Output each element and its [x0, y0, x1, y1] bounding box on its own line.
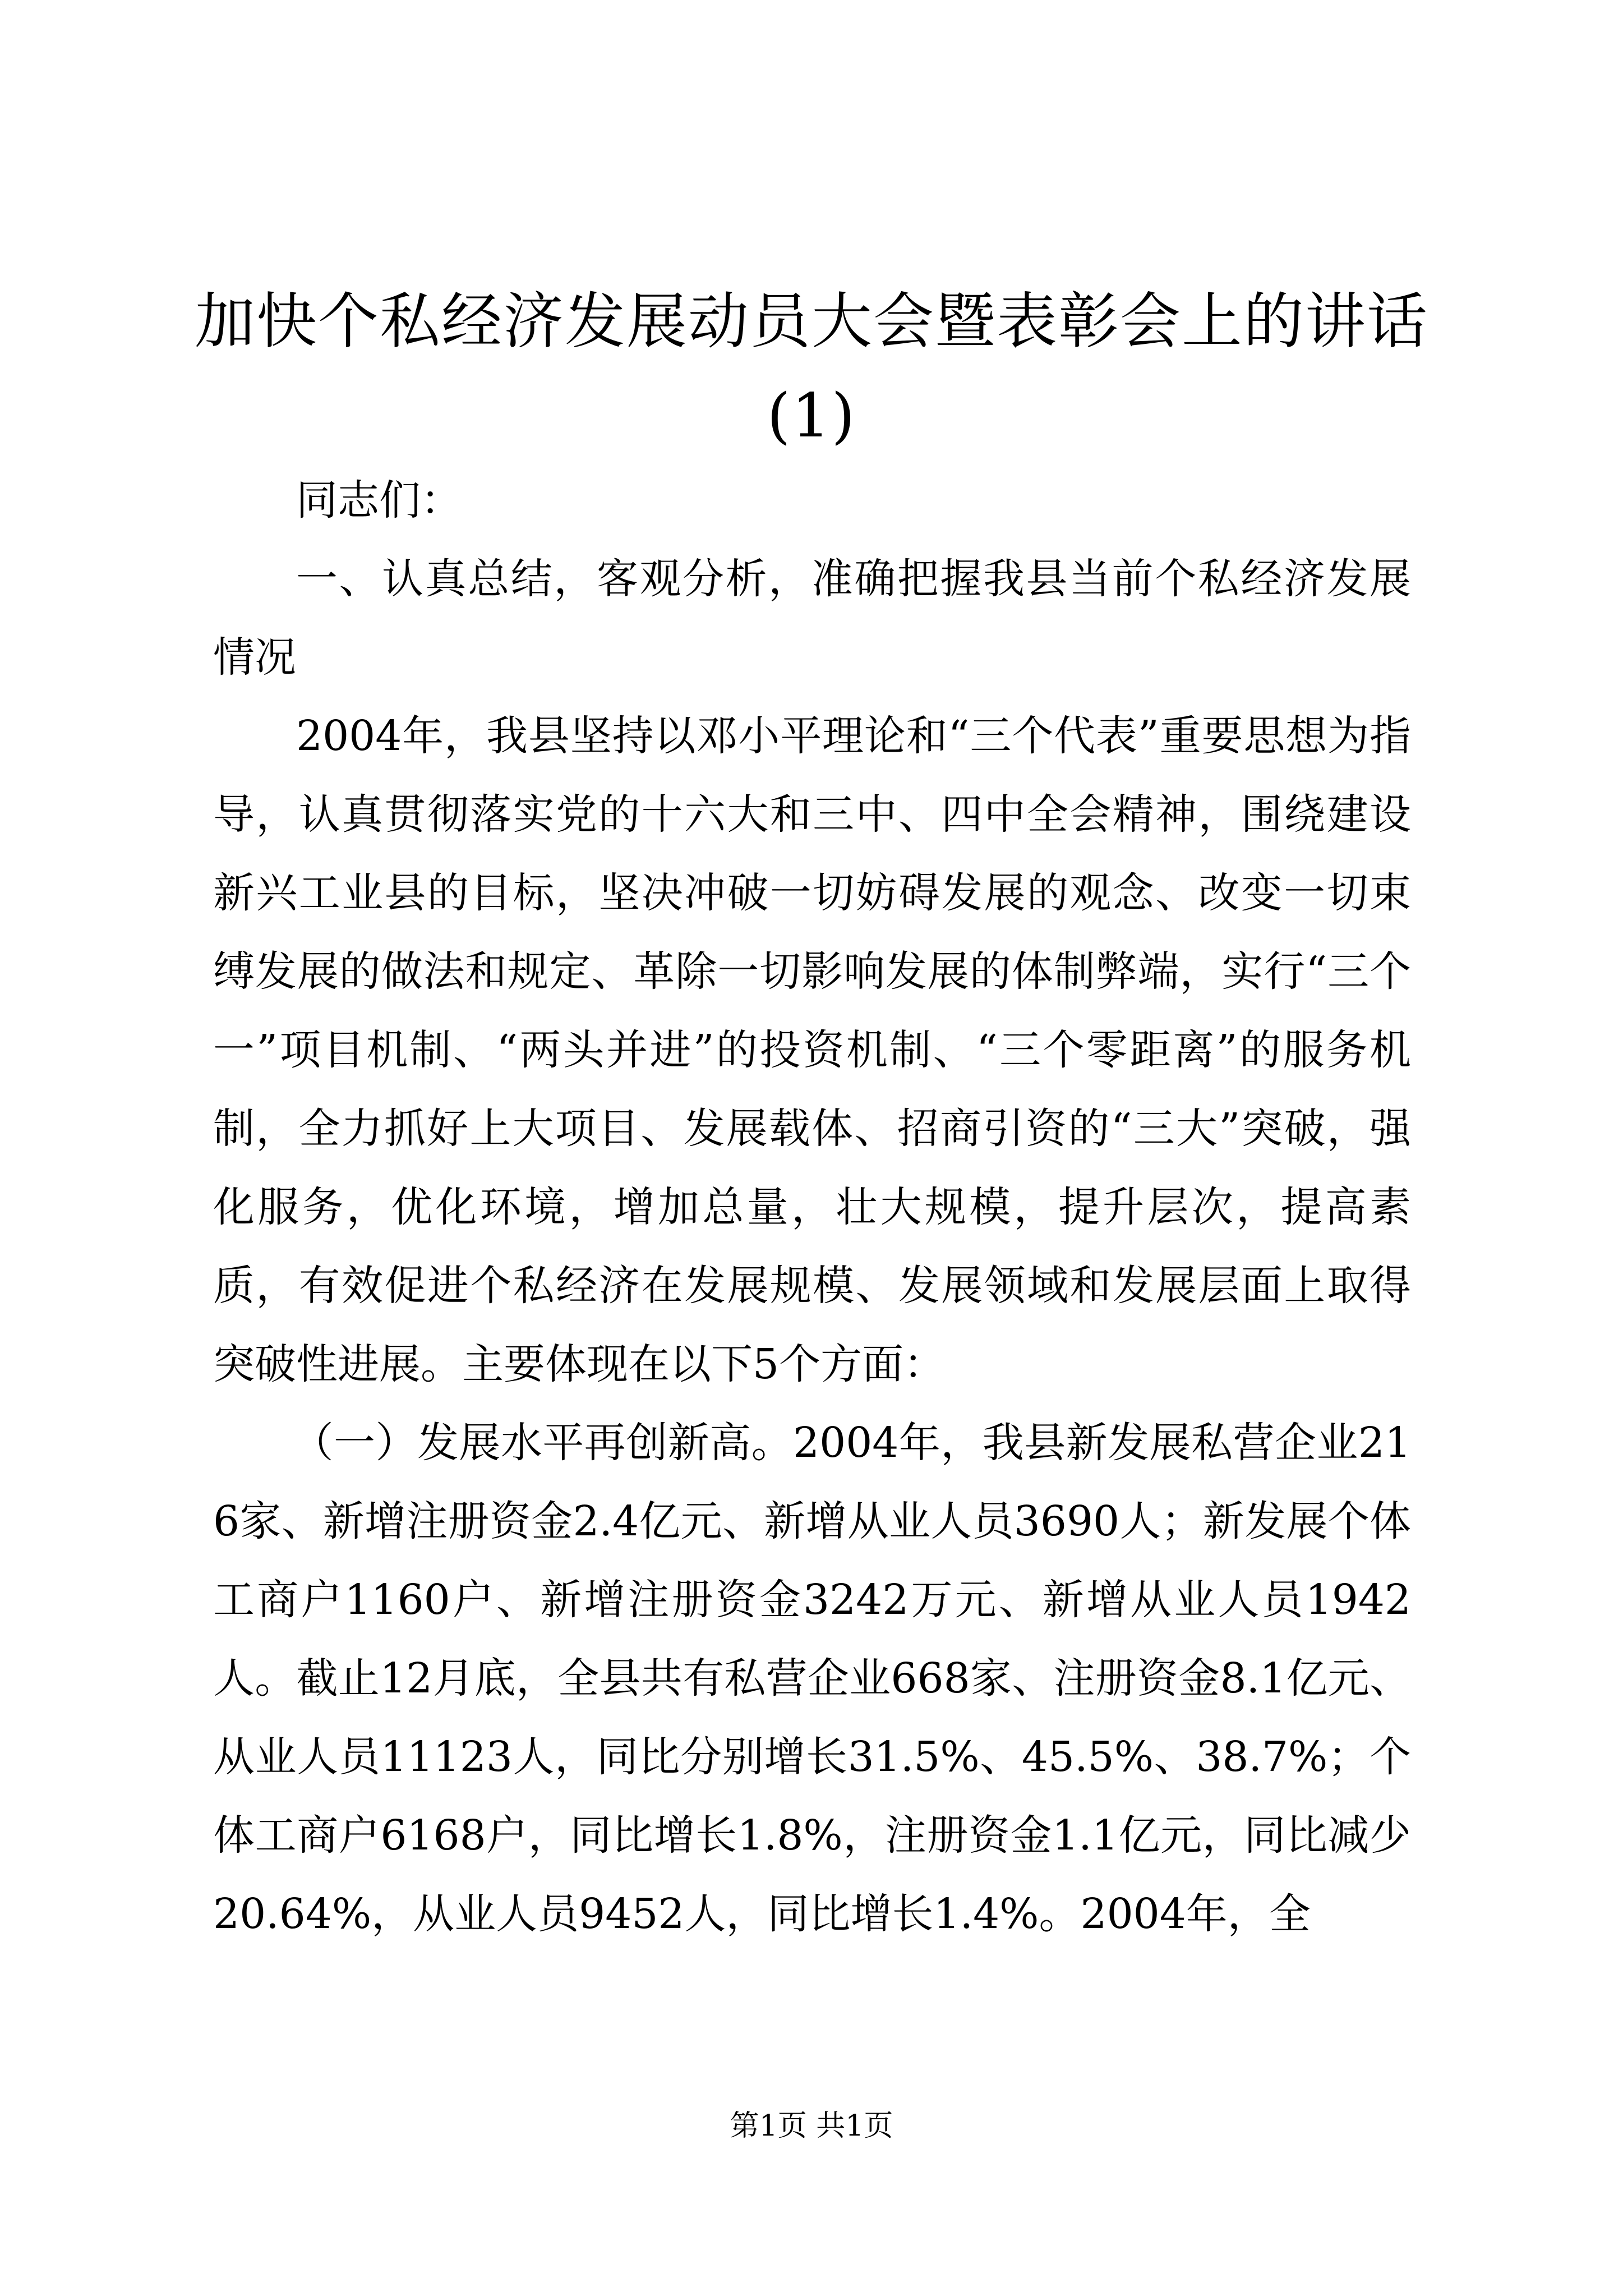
- body-paragraph: 2004年，我县坚持以邓小平理论和“三个代表”重要思想为指导，认真贯彻落实党的十六大和三中、四中全会精神，围绕建设新兴工业县的目标，坚决冲破一切妨碍发展的观念、改变一切束缚发展的做法和规定、革除一切影响发展的体制弊端，实行“三个一”项目机制、“两头并进”的投资机制、“三个零距离”的服务机制，全力抓好上大项目、发展载体、招商引资的“三大”突破，强化服务，优化环境，增加总量，壮大规模，提升层次，提高素质，有效促进个私经济在发展规模、发展领域和发展层面上取得突破性进展。主要体现在以下5个方面：: [213, 712, 1411, 1388]
- salutation: 同志们：: [296, 476, 462, 524]
- section-heading: 一、认真总结，客观分析，准确把握我县当前个私经济发展情况: [213, 555, 1411, 682]
- document-body: [213, 461, 1411, 1953]
- body-paragraph: （一）发展水平再创新高。2004年，我县新发展私营企业216家、新增注册资金2.4亿元、新增从业人员3690人；新发展个体工商户1160户、新增注册资金3242万元、新增从业人员1942人。截止12月底，全县共有私营企业668家、注册资金8.1亿元、从业人员11123人，同比分别增长31.5%、45.5%、38.7%；个体工商户6168户，同比增长1.8%，注册资金1.1亿元，同比减少20.64%，从业人员9452人，同比增长1.4%。2004年，全: [213, 1419, 1411, 1938]
- document-title: 加快个私经济发展动员大会暨表彰会上的讲话(1): [194, 287, 1428, 451]
- page-footer: 第1页 共1页: [730, 2109, 893, 2143]
